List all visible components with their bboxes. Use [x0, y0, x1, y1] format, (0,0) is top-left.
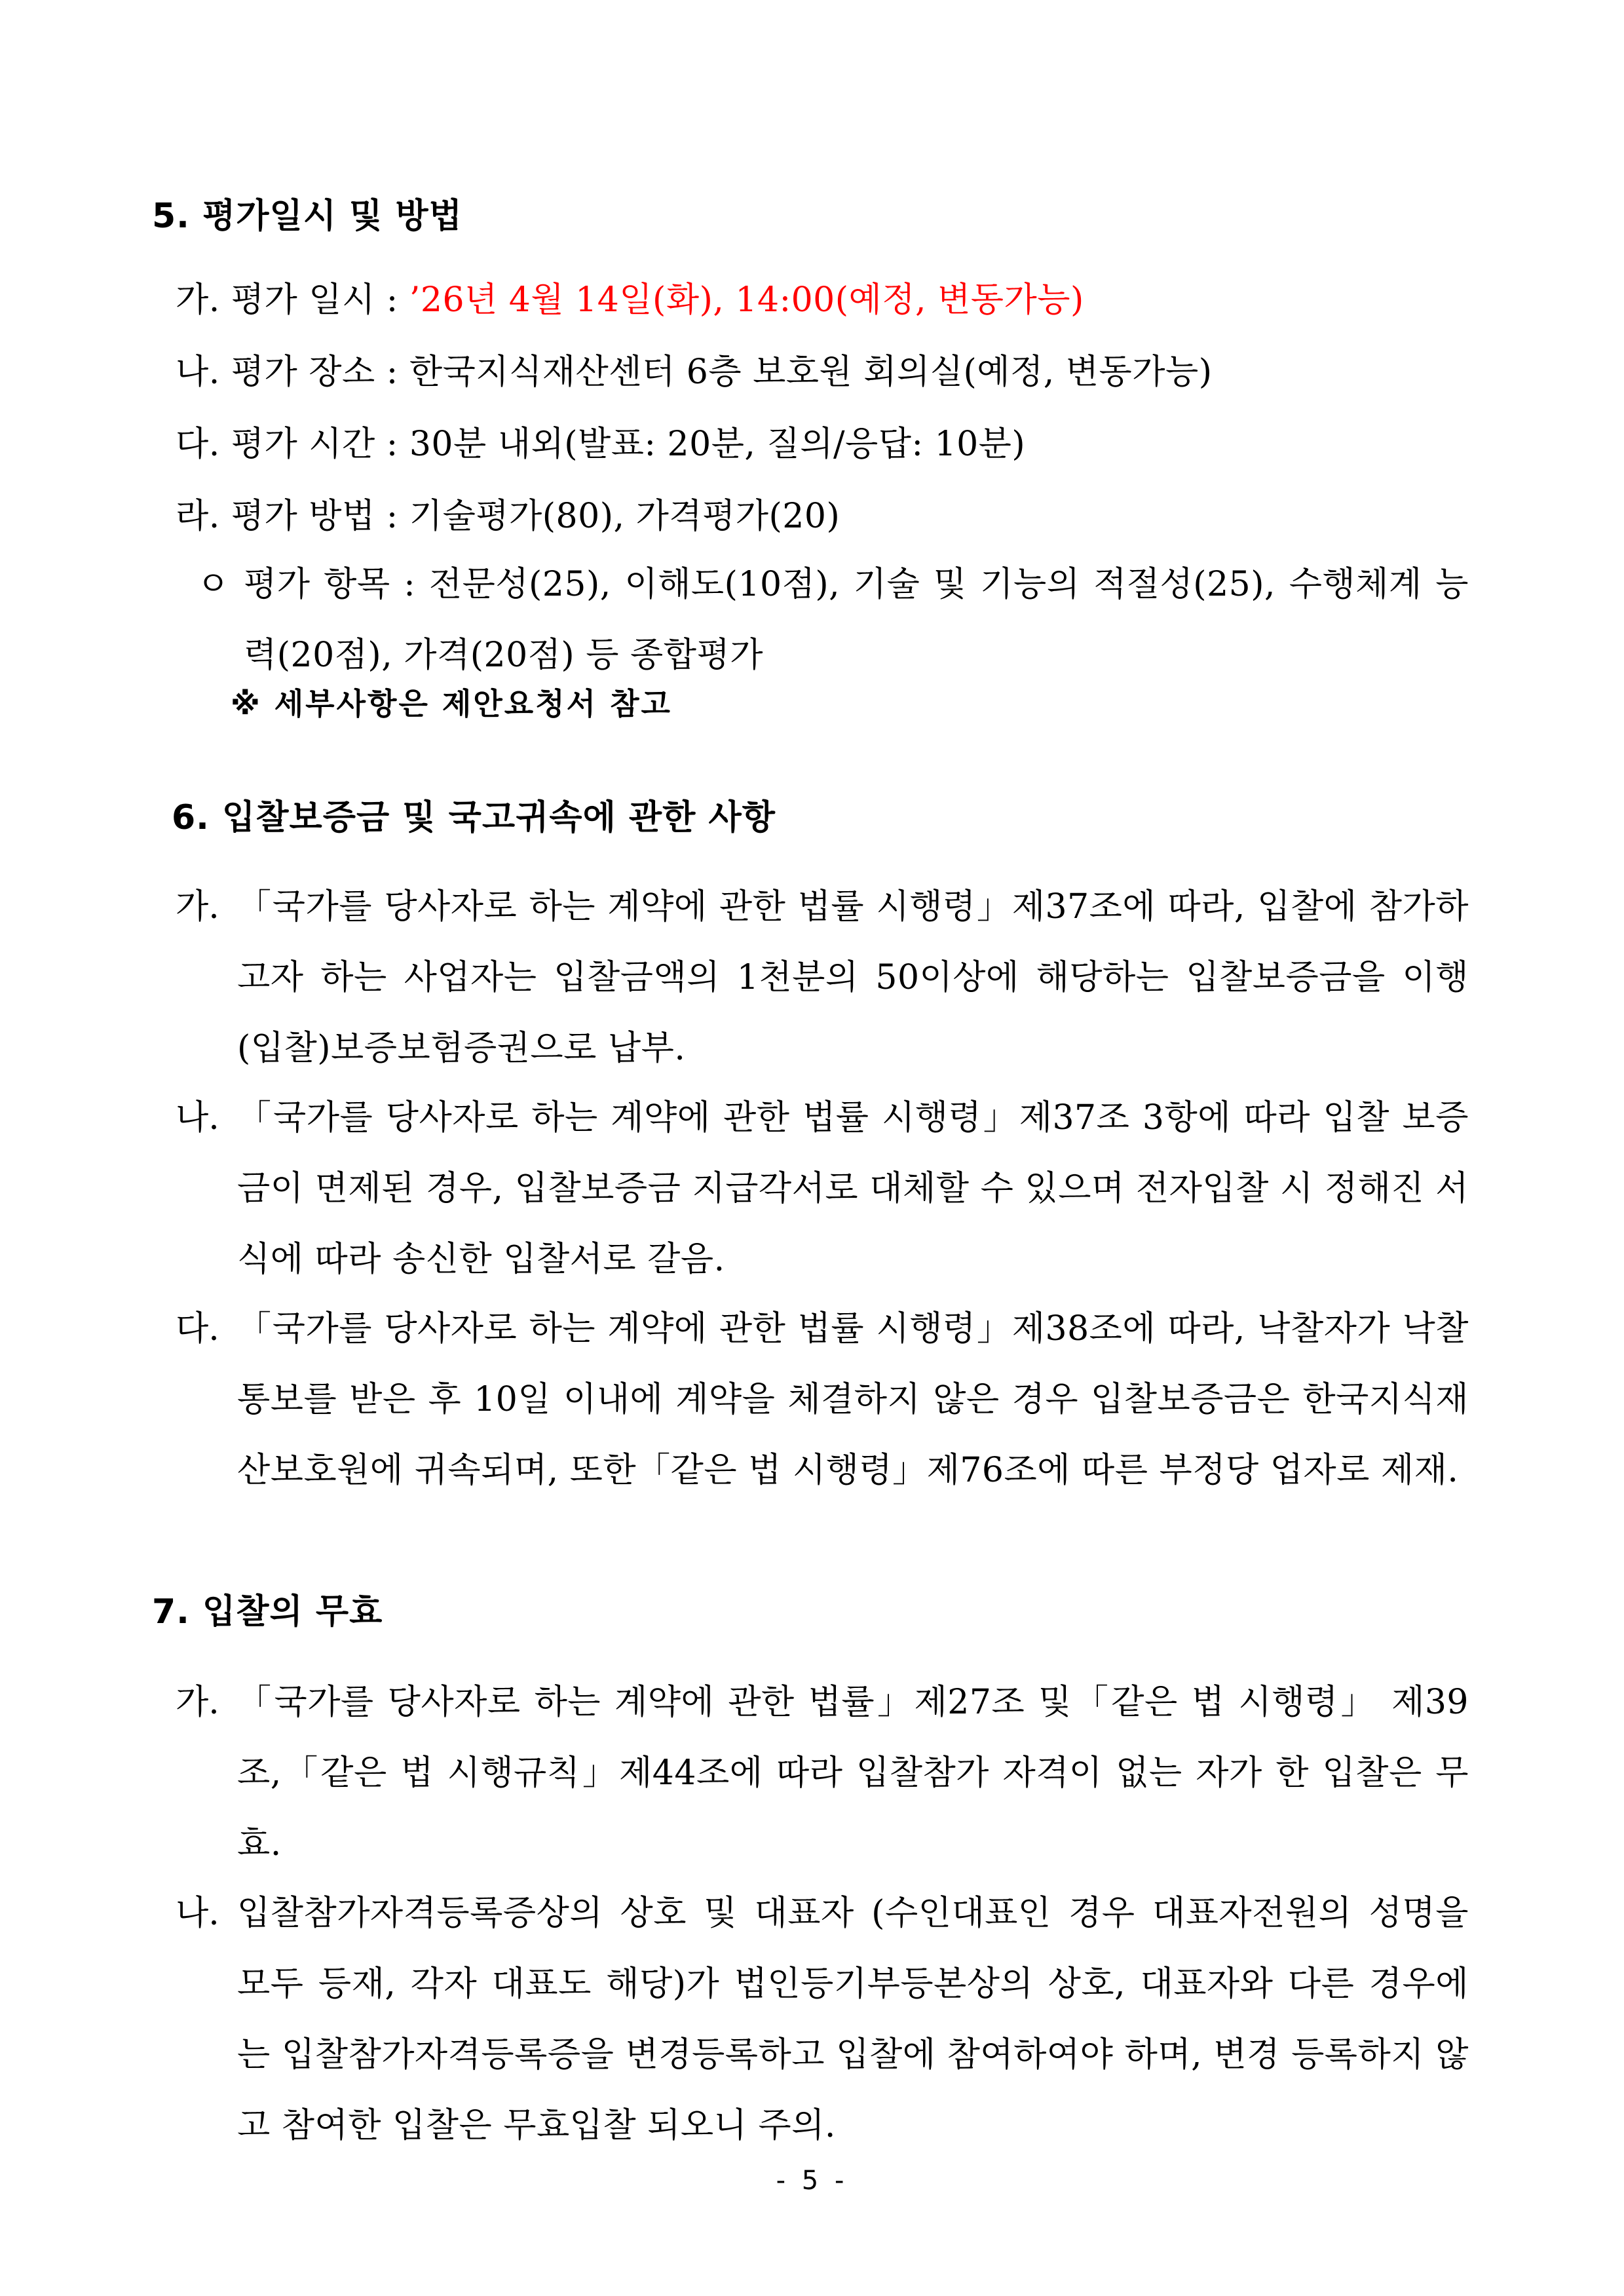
bid-deposit-item-ga: 「국가를 당사자로 하는 계약에 관한 법률 시행령」제37조에 따라, 입찰에 참가하고자 하는 사업자는 입찰금액의 1천분의 50이상에 해당하는 입찰보증금을 이행(입찰)보증보험증권으로 납부. — [237, 887, 1469, 1068]
item-marker: 나. — [176, 1894, 219, 1933]
evaluation-date-value: ’26년 4월 14일(화), 14:00(예정, 변동가능) — [409, 280, 1084, 320]
item-label: 평가 방법 : — [231, 497, 398, 536]
evaluation-item-time — [176, 422, 1025, 467]
evaluation-item-place — [176, 350, 1213, 394]
section-6-heading: 6. 입찰보증금 및 국고귀속에 관한 사항 — [172, 798, 776, 837]
evaluation-item-method — [176, 494, 840, 539]
section-5-heading: 5. 평가일시 및 방법 — [152, 197, 463, 236]
item-marker: 다. — [176, 1309, 219, 1349]
section-7-heading: 7. 입찰의 무효 — [152, 1592, 383, 1632]
bid-deposit-item-na: 「국가를 당사자로 하는 계약에 관한 법률 시행령」제37조 3항에 따라 입찰 보증금이 면제된 경우, 입찰보증금 지급각서로 대체할 수 있으며 전자입찰 시 정해진 서식에 따라 송신한 입찰서로 갈음. — [237, 1098, 1469, 1279]
reference-note: ※ 세부사항은 제안요청서 참고 — [231, 686, 672, 721]
item-label: 평가 시간 : — [231, 425, 398, 464]
item-value: 한국지식재산센터 6층 보호원 회의실(예정, 변동가능) — [409, 353, 1213, 392]
sub-item-marker: ㅇ — [197, 565, 230, 604]
evaluation-item-date — [176, 278, 1084, 322]
item-marker: 다. — [176, 425, 220, 464]
item-value: 기술평가(80), 가격평가(20) — [409, 497, 840, 536]
item-marker: 라. — [176, 497, 220, 536]
bid-deposit-item-da: 「국가를 당사자로 하는 계약에 관한 법률 시행령」제38조에 따라, 낙찰자가 낙찰통보를 받은 후 10일 이내에 계약을 체결하지 않은 경우 입찰보증금은 한국지식재산보호원에 귀속되며, 또한「같은 법 시행령」제76조에 따른 부정당 업자로 제재. — [237, 1309, 1469, 1490]
item-marker: 나. — [176, 353, 220, 392]
bid-invalid-item-na: 입찰참가자격등록증상의 상호 및 대표자 (수인대표인 경우 대표자전원의 성명을 모두 등재, 각자 대표도 해당)가 법인등기부등본상의 상호, 대표자와 다른 경우에는 입찰참가자격등록증을 변경등록하고 입찰에 참여하여야 하며, 변경 등록하지 않고 참여한 입찰은 무효입찰 되오니 주의. — [237, 1894, 1469, 2145]
page-number: - 5 - — [776, 2166, 848, 2196]
item-marker: 가. — [176, 280, 220, 320]
bid-invalid-item-ga: 「국가를 당사자로 하는 계약에 관한 법률」제27조 및「같은 법 시행령」 제39조,「같은 법 시행규칙」제44조에 따라 입찰참가 자격이 없는 자가 한 입찰은 무효. — [237, 1683, 1469, 1864]
item-label: 평가 장소 : — [231, 353, 398, 392]
item-marker: 나. — [176, 1098, 219, 1138]
item-label: 평가 일시 : — [231, 280, 398, 320]
item-marker: 가. — [176, 887, 219, 927]
item-value: 30분 내외(발표: 20분, 질의/응답: 10분) — [409, 425, 1026, 464]
evaluation-criteria-text: 평가 항목 : 전문성(25), 이해도(10점), 기술 및 기능의 적절성(25), 수행체계 능력(20점), 가격(20점) 등 종합평가 — [244, 565, 1469, 675]
item-marker: 가. — [176, 1683, 219, 1722]
